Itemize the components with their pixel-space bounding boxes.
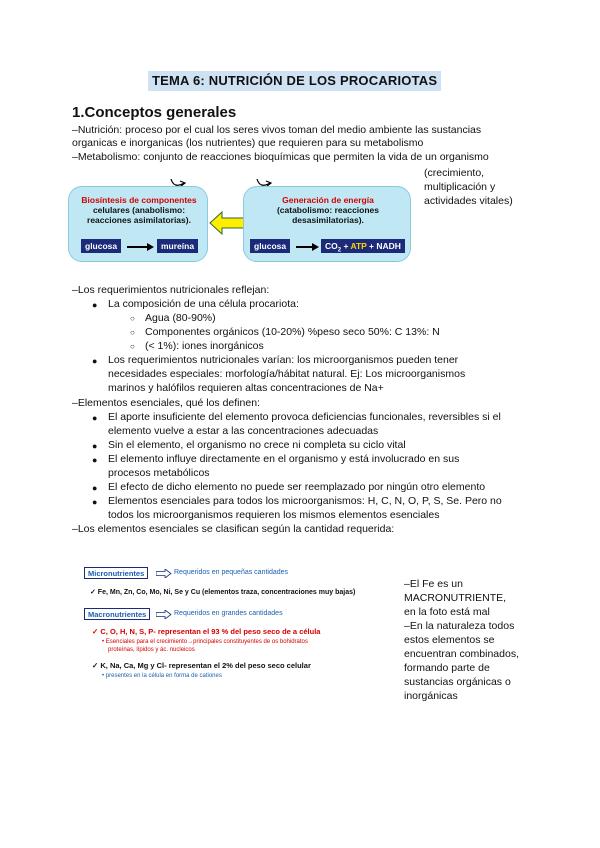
macronutrientes-tag: Macronutrientes [84,608,150,620]
arrow-right-icon [156,569,172,578]
side-note-3: en la foto está mal [404,606,490,618]
elem-bullet-4: El efecto de dicho elemento no puede ser reemplazado por ningún otro elemento [108,481,486,493]
elem-bullet-3-line-1: El elemento influye directamente en el organismo y está involucrado en sus [108,453,460,465]
req-sub-1: Agua (80-90%) [145,312,216,324]
metabolism-diagram [68,186,413,264]
bullet-icon: ● [92,413,98,423]
circle-bullet-icon: ○ [130,342,135,351]
side-note-2: MACRONUTRIENTE, [404,592,507,604]
yellow-arrow-left-icon [208,210,246,236]
req-sub-2: Componentes orgánicos (10-20%) %peso seco 50%: C 13%: N [145,326,440,338]
req-bullet-2-line-3: marinos y halófilos requieren altas concentraciones de Na+ [108,382,384,394]
micro-list: ✓ Fe, Mn, Zn, Co, Mo, Ni, Se y Cu (elementos traza, concentraciones muy bajas) [90,589,356,596]
side-note-5: estos elementos se [404,634,495,646]
side-note-9: inorgánicas [404,690,458,702]
side-note-6: encuentran combinados, [404,648,519,660]
side-note-4: –En la naturaleza todos [404,620,515,632]
clasifican-line: –Los elementos esenciales se clasifican según la cantidad requerida: [72,523,395,535]
elem-bullet-3-line-2: procesos metabólicos [108,467,210,479]
anabolism-title-2: celulares (anabolismo: [92,205,186,215]
products-chip [321,239,405,253]
arrow-right-icon [312,243,319,251]
bullet-icon: ● [92,300,98,310]
glucosa-chip: glucosa [81,239,121,253]
elem-bullet-5-line-2: todos los microorganismos requieren los mismos elementos esenciales [108,509,440,521]
bullet-icon: ● [92,455,98,465]
anabolism-box [68,186,208,262]
macro-1-sub-2: proteínas, lípidos y ác. nucleicos [108,647,195,653]
req-sub-3: (< 1%): iones inorgánicos [145,340,264,352]
req-bullet-2-line-1: Los requerimientos nutricionales varían: los microorganismos pueden tener [108,354,459,366]
bullet-icon: ● [92,483,98,493]
macro-desc: Requeridos en grandes cantidades [174,610,283,617]
metabolismo-side-2: multiplicación y [424,181,496,193]
requerimientos-intro: –Los requerimientos nutricionales reflejan: [72,284,270,296]
nutricion-line-1: –Nutrición: proceso por el cual los seres vivos toman del medio ambiente las sustancias [72,124,482,136]
elementos-intro: –Elementos esenciales, qué los definen: [72,397,260,409]
macro-2-sub: • presentes en la célula en forma de cationes [102,673,222,679]
side-note-1: –El Fe es un [404,578,463,590]
glucosa-chip: glucosa [250,239,290,253]
bullet-icon: ● [92,356,98,366]
anabolism-title-3: reacciones asimilatorias). [87,215,191,225]
micro-desc: Requeridos en pequeñas cantidades [174,569,289,576]
elem-bullet-2: Sin el elemento, el organismo no crece ni completa su ciclo vital [108,439,406,451]
section-heading: 1.Conceptos generales [72,104,237,121]
arrow-right-icon [156,610,172,619]
circle-bullet-icon: ○ [130,314,135,323]
metabolismo-side-1: (crecimiento, [424,167,485,179]
micronutrientes-tag: Micronutrientes [84,567,148,579]
mureina-chip: mureína [157,239,198,253]
co2-subscript: 2 [337,247,342,254]
nutricion-line-2: organicas e inorganicas (los nutrientes) que requieren para su metabolismo [72,137,424,149]
bullet-icon: ● [92,497,98,507]
side-note-8: sustancias orgánicas o [404,676,511,688]
metabolismo-side-3: actividades vitales) [424,195,513,207]
macro-2: ✓ K, Na, Ca, Mg y Cl- representan el 2% del peso seco celular [92,661,311,670]
arrow-right-icon [147,243,154,251]
side-note-7: formando parte de [404,662,490,674]
bullet-icon: ● [92,441,98,451]
catabolism-title-2: (catabolismo: reacciones [276,205,380,215]
req-bullet-2-line-2: necesidades especiales: morfología/hábitat natural. Ej: Los microorganismos [108,368,466,380]
circle-bullet-icon: ○ [130,328,135,337]
macro-1-sub-1: • Esenciales para el crecimiento→principales constituyentes de os bohidratos [102,639,308,645]
catabolism-box [243,186,411,262]
elem-bullet-1-line-1: El aporte insuficiente del elemento provoca deficiencias funcionales, reversibles si el [108,411,501,423]
arrow-line [127,246,149,248]
page-title: TEMA 6: NUTRICIÓN DE LOS PROCARIOTAS [148,71,441,91]
plus-sign: + [341,241,351,251]
elem-bullet-5-line-1: Elementos esenciales para todos los microorganismos: H, C, N, O, P, S, Se. Pero no [108,495,502,507]
elem-bullet-1-line-2: elemento vuelve a estar a las concentraciones adecuadas [108,425,379,437]
metabolismo-line: –Metabolismo: conjunto de reacciones bioquímicas que permiten la vida de un organismo [72,151,489,163]
nutrient-figure [84,563,394,683]
catabolism-title-3: desasimilatorias). [292,215,364,225]
co2-label: CO [325,241,338,251]
anabolism-title-1: Biosíntesis de componentes [81,195,197,205]
catabolism-title-1: Generación de energía [282,195,374,205]
atp-label: ATP [350,241,367,251]
req-bullet-1: La composición de una célula procariota: [108,298,299,310]
macro-1: ✓ C, O, H, N, S, P- representan el 93 % del peso seco de a célula [92,627,321,636]
nadh-label: + NADH [366,241,401,251]
